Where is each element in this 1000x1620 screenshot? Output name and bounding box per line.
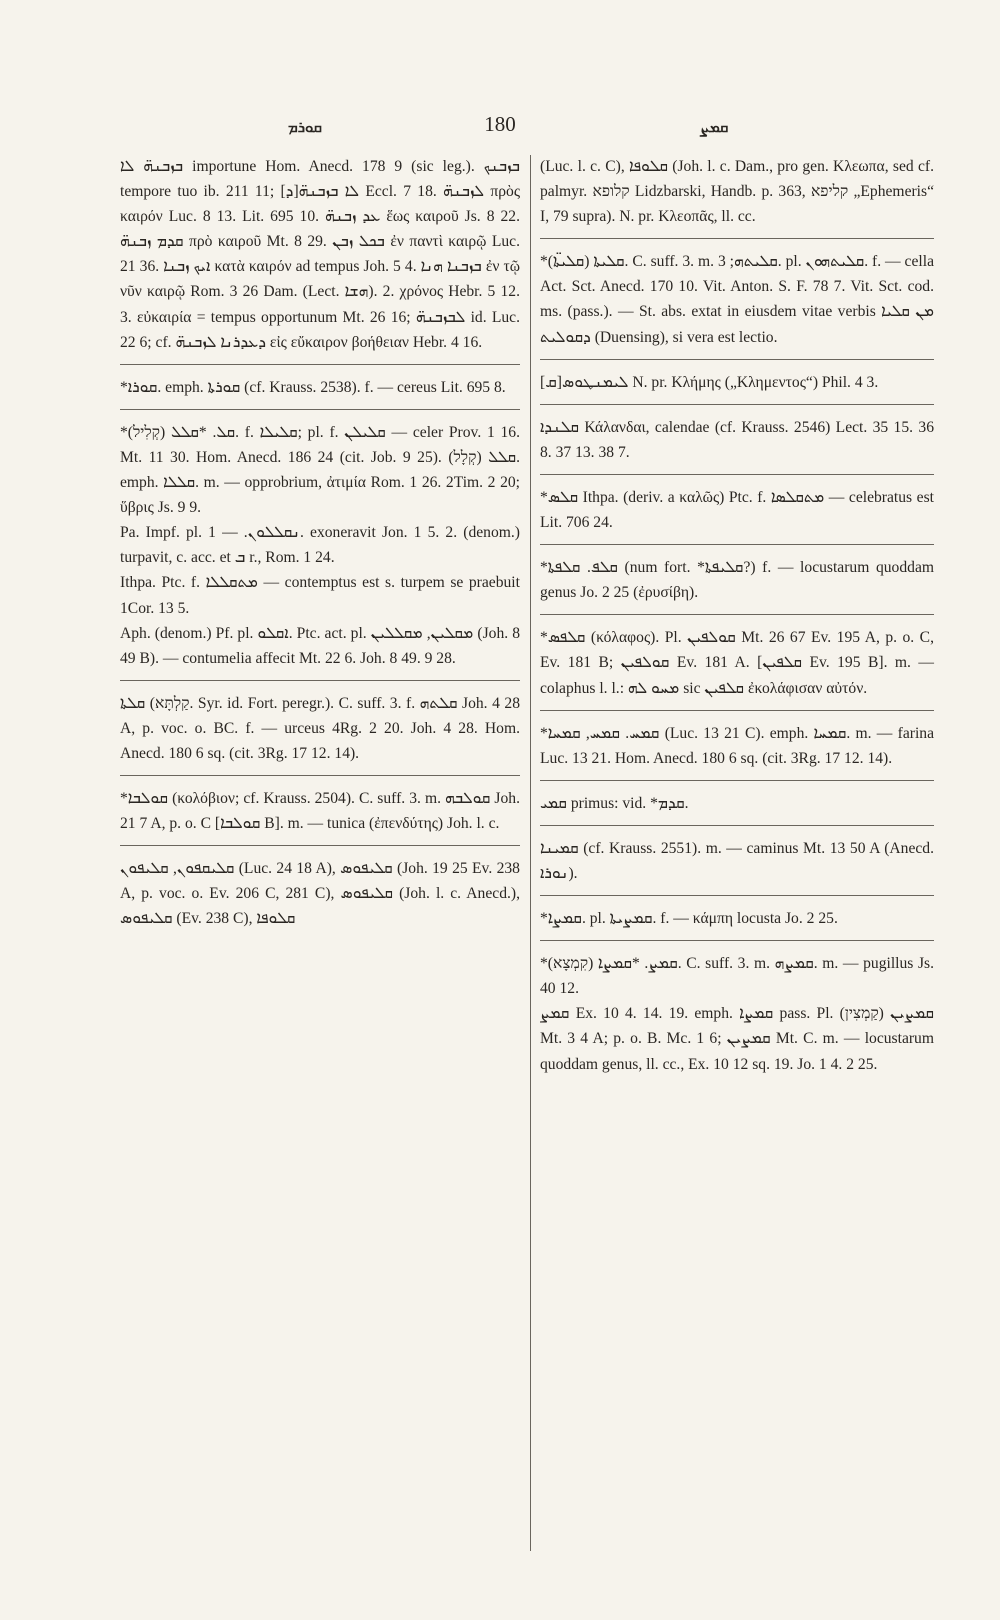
entry-text: *ܩܡܨܐ. pl. ܩܡܨܝܬܐ. f. — κάμπη locusta Jo. 2 25. <box>540 910 838 928</box>
entry-divider <box>540 474 934 475</box>
entry-divider <box>540 238 934 239</box>
entry-text: ܒܙܒܢܗ̈ ܠܐ importune Hom. Anecd. 178 9 (sic leg.). ܒܙܒܢܟ tempore tuo ib. 211 11; [ܕ]ܠܐ ܒܙܒܢܗ̈ Eccl. 7 18. ܠܙܒܢܗ̈ πρὸς καιρόν Luc. 8 13. Lit. 695 10. ܥܕ ܙܒܢܗ̈ ἕως καιροῦ Js. 8 22. ܩܕܡ ܙܒܢܗ̈ πρὸ καιροῦ Mt. 8 29. ܒܟܠ ܙܒܢ ἐν παντὶ καιρῷ Luc. 21 36. ܐܝܟ ܙܒܢܐ κατὰ καιρόν ad tempus Joh. 5 4. ܒܙܒܢܐ ܗܢܐ ἐν τῷ νῦν καιρῷ Rom. 3 26 Dam. (Lect. ܗܫܐ). 2. χρόνος Hebr. 5 12. 3. εὐκαιρία = tempus opportunum Mt. 26 16; ܠܒܙܒܢܗ̈ id. Luc. 22 6; cf. ܕܥܕܪܢܐ ܠܙܒܢܗ̈ εἰς εὔκαιρον βοήθειαν Hebr. 4 16. <box>120 158 521 351</box>
right-column <box>540 154 934 1077</box>
entry-text: *ܩܠܝܬܐ (ܩܠܝܬ̈ܐ). C. suff. 3. m. ܩܠܝܬܗ; 3. pl. ܩܠܝܬܗܘܢ. f. — cella Act. Sct. Anecd. 170 10. Vit. Anton. S. F. 78 7. Vit. Sct. cod. ms. (pass.). — St. abs. extat in eiusdem vitae verbis ܡܢ ܩܠܝܐ ܕܩܘܠܝܬ (Duensing), si vera est lectio. <box>540 253 934 346</box>
entry-text: *ܩܠܦ. ܩܠܦܬܐ (num fort. *ܩܠܝܦܬܐ?) f. — locustarum quoddam genus Jo. 2 25 (ἐρυσίβη). <box>540 559 934 602</box>
entry-text: (Luc. l. c. C), ܩܠܘܦܐ (Joh. l. c. Dam., pro gen. Κλεωπα, sed cf. palmyr. קלופא Lidzbarski, Handb. p. 363, קליפא „Ephemeris“ I, 79 supra). N. pr. Κλεοπᾶς, ll. cc. <box>540 158 934 226</box>
entry-divider <box>540 359 934 360</box>
entry-divider <box>120 409 520 410</box>
entry-divider <box>540 614 934 615</box>
entry-text: Ithpa. Ptc. f. ܡܬܩܠܠܐ — contemptus est s. turpem se praebuit 1Cor. 13 5. <box>120 574 520 617</box>
entry-text: ܩܠܢܕܐ Κάλανδαι, calendae (cf. Krauss. 2546) Lect. 35 15. 36 8. 37 13. 38 7. <box>540 418 934 461</box>
running-head-left: ܩܘܪܡ <box>288 118 322 136</box>
entry-text: Aph. (denom.) Pf. pl. ܐܩܠܘ. Ptc. act. pl. ܡܩܠܝܢ, ܡܩܠܠܝܢ (Joh. 8 49 B). — contumelia affecit Mt. 22 6. Joh. 8 49. 9 28. <box>120 624 520 667</box>
entry-text: *ܩܡܨ. *ܩܡܨܐ (קִמְצָא). C. suff. 3. m. ܩܡܨܗ. m. — pugillus Js. 40 12. <box>540 955 934 998</box>
entry-divider <box>540 404 934 405</box>
left-column <box>120 154 520 932</box>
entry-divider <box>540 780 934 781</box>
entry-text: *ܩܠ. *ܩܠܠ (קְלִיל). f. ܩܠܝܠܐ; pl. f. ܩܠܝܠܢ — celer Prov. 1 16. Mt. 11 30. Hom. Anecd. 186 24 (cit. Job. 9 25). ܩܠܠ (קְלָל). emph. ܩܠܠܐ. m. — opprobrium, ἀτιμία Rom. 1 26. 2Tim. 2 20; ὕβρις Js. 9 9. <box>120 423 520 517</box>
entry-divider <box>540 825 934 826</box>
entry-text: ܩܠܝܩܦܘܢ, ܩܠܝܦܘܢ (Luc. 24 18 A), ܩܠܝܦܘܣ (Joh. 19 25 Ev. 238 A, p. voc. o. Ev. 206 C, 281 C), ܩܠܝܦܘܣ (Joh. l. c. Anecd.), ܩܠܝܦܘܣ (Ev. 238 C), ܩܠܘܦܐ <box>120 860 520 928</box>
column-divider <box>530 155 531 1551</box>
page-header <box>0 112 1000 148</box>
entry-text: ܩܡܝܢܐ (cf. Krauss. 2551). m. — caminus Mt. 13 50 A (Anecd. ܢܘܪܐ). <box>540 839 934 882</box>
entry-text: Pa. Impf. pl. ܢܩܠܠܘܢ. — 1. exoneravit Jon. 1 5. 2. (denom.) turpavit, c. acc. et ܒ r., Rom. 1 24. <box>120 524 520 567</box>
entry-divider <box>120 775 520 776</box>
entry-text: *ܩܘܪܐ. emph. ܩܘܪܬܐ (cf. Krauss. 2538). f. — cereus Lit. 695 8. <box>120 378 506 396</box>
entry-divider <box>540 544 934 545</box>
entry-text: *ܩܘܠܒܐ (κολόβιον; cf. Krauss. 2504). C. suff. 3. m. ܩܘܠܒܗ Joh. 21 7 A, p. o. C [ܩܘܠܒܐ B]. m. — tunica (ἐπενδύτης) Joh. l. c. <box>120 790 520 833</box>
page-number: 180 <box>484 112 516 136</box>
entry-divider <box>120 364 520 365</box>
entry-text: ܩܡܨ Ex. 10 4. 14. 19. emph. ܩܡܨܐ pass. Pl. ܩܡܨܝܢ (קַמְצִין) Mt. 3 4 A; p. o. B. Mc. 1 6; ܩܡܨܝܢ Mt. C. m. — locustarum quoddam genus, ll. cc., Ex. 10 12 sq. 19. Jo. 1 4. 2 25. <box>540 1005 934 1073</box>
entry-text: *ܩܠܦܣ (κόλαφος). Pl. ܩܘܠܦܝܢ Mt. 26 67 Ev. 195 A, p. o. C, Ev. 181 B; ܩܘܠܦܝܢ Ev. 181 A. [ܩܠܦܝܢ Ev. 195 B]. m. — colaphus l. l.: ܡܚܘ ܠܗ sic ܩܠܦܝܢ ἐκολάφισαν αὐτόν. <box>540 629 935 697</box>
entry-divider <box>540 710 934 711</box>
entry-text: [ܩ]ܠܝܡܢܛܘܣ N. pr. Κλήμης („Κλημεντος“) Phil. 4 3. <box>540 373 879 391</box>
entry-text: ܩܡܝ primus: vid. *ܩܕܡ. <box>540 794 689 812</box>
entry-text: *ܩܠܣ Ithpa. (deriv. a καλῶς) Ptc. f. ܡܬܩܠܣܐ — celebratus est Lit. 706 24. <box>540 488 934 532</box>
entry-text: ܩܠܬܐ (קַלְתָּא. Syr. id. Fort. peregr.). C. suff. 3. f. ܩܠܬܗ Joh. 4 28 A, p. voc. o. BC. f. — urceus 4Rg. 2 20. Joh. 4 28. Hom. Anecd. 180 6 sq. (cit. 3Rg. 17 12. 14). <box>120 694 521 762</box>
entry-divider <box>540 940 934 941</box>
entry-divider <box>540 895 934 896</box>
entry-divider <box>120 845 520 846</box>
running-head-right: ܩܡܨ <box>700 118 729 136</box>
entry-divider <box>120 680 520 681</box>
entry-text: *ܩܡܚ. ܩܡܚ, ܩܡܚܐ (Luc. 13 21 C). emph. ܩܡܚܐ. m. — farina Luc. 13 21. Hom. Anecd. 180 6 sq. (cit. 3Rg. 17 12. 14). <box>540 724 934 767</box>
